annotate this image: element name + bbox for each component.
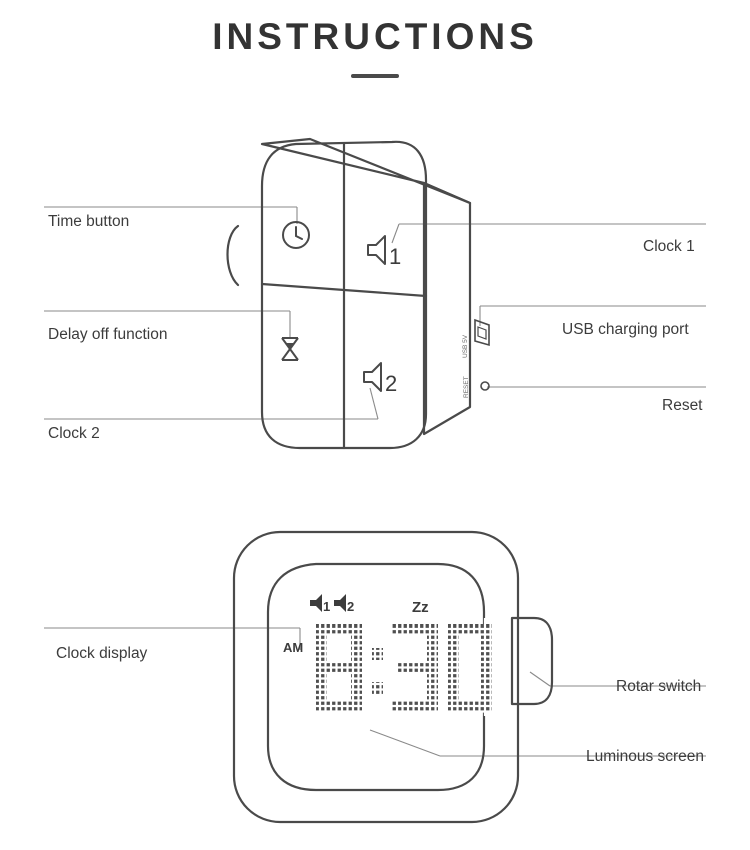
- reset-pinhole: [463, 376, 489, 398]
- speaker-1-icon[interactable]: [368, 236, 401, 269]
- svg-text:1: 1: [389, 244, 402, 269]
- page-title: INSTRUCTIONS: [212, 16, 538, 57]
- rotar-knob-top: [228, 226, 239, 285]
- svg-text:2: 2: [347, 599, 355, 614]
- usb-charging-port: [462, 320, 489, 358]
- leader-line-rotar-switch-drop: [530, 672, 550, 686]
- hourglass-icon[interactable]: [282, 338, 298, 360]
- label-rotar-switch: Rotar switch: [616, 678, 702, 695]
- clock-icon[interactable]: [283, 222, 309, 248]
- label-clock-1: Clock 1: [643, 238, 695, 255]
- label-clock-display: Clock display: [56, 645, 148, 662]
- label-reset: Reset: [662, 397, 703, 414]
- label-usb-charging-port: USB charging port: [562, 321, 689, 338]
- speaker-2-indicator-icon: [334, 594, 346, 612]
- speaker-2-icon[interactable]: [364, 363, 397, 396]
- leader-line-clock1-drop: [392, 224, 399, 243]
- svg-text:RESET: RESET: [463, 376, 470, 398]
- label-clock-2: Clock 2: [48, 425, 100, 442]
- leader-line-luminous-screen-drop: [370, 730, 440, 756]
- leader-line-clock2-drop: [370, 388, 378, 419]
- svg-text:2: 2: [385, 371, 398, 396]
- bottom-device-illustration: [0, 500, 750, 850]
- snooze-indicator: Zz: [412, 599, 429, 616]
- label-time-button: Time button: [48, 213, 130, 230]
- label-delay-off-function: Delay off function: [48, 326, 168, 343]
- svg-text:1: 1: [323, 599, 331, 614]
- leader-lines-top: [44, 207, 706, 419]
- speaker-1-indicator-icon: [310, 594, 322, 612]
- device-top-panel: [262, 139, 470, 203]
- label-luminous-screen: Luminous screen: [586, 748, 705, 765]
- am-indicator: AM: [283, 640, 304, 655]
- svg-text:USB 5V: USB 5V: [462, 334, 469, 358]
